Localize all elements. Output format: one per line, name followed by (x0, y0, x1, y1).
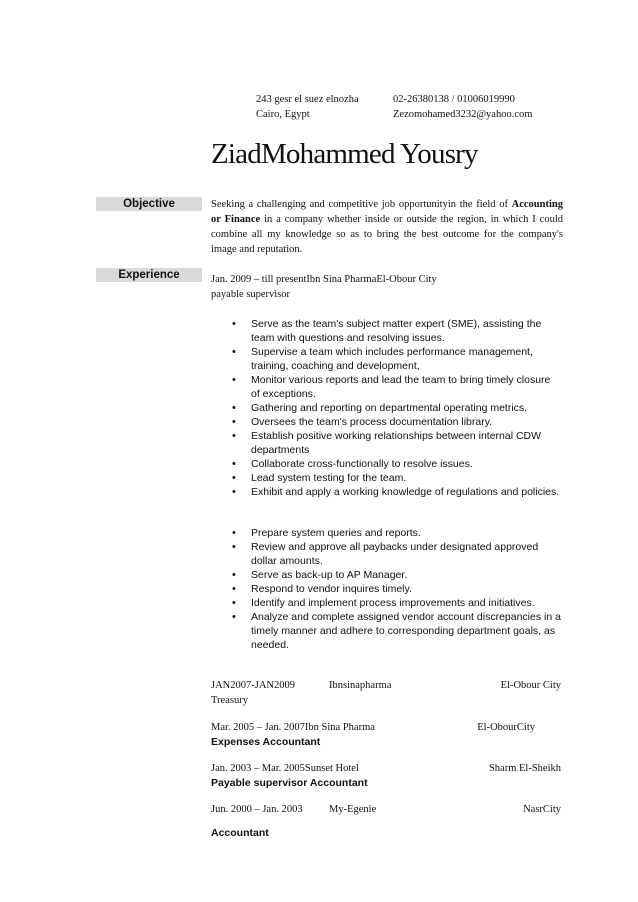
job-3-title: Payable supervisor Accountant (211, 777, 368, 789)
duty-item: • Monitor various reports and lead the team to bring timely closure of exceptions. (232, 373, 562, 401)
job-4-company: My-Egenie (329, 804, 377, 815)
job-1-date: JAN2007-JAN2009 (211, 680, 295, 691)
address-line-2: Cairo, Egypt (256, 109, 310, 120)
address-line-1: 243 gesr el suez elnozha (256, 94, 359, 105)
address-block (256, 92, 359, 122)
duty-item: • Gathering and reporting on departmental operating metrics. (232, 401, 562, 415)
duty-item: • Lead system testing for the team. (232, 471, 562, 485)
job-2-location: El-ObourCity (477, 722, 535, 733)
duties-list-2 (232, 526, 562, 652)
objective-text-end: in a company whether inside or outside the region, in which I could combine all my knowledge so as to bring the best outcome for the company's image and reputation. (211, 214, 563, 255)
duty-item: • Oversees the team's process documentation library. (232, 415, 562, 429)
duty-item: • Exhibit and apply a working knowledge of regulations and policies. (232, 485, 562, 499)
job-entry-2 (211, 720, 561, 735)
objective-text (211, 197, 563, 257)
job-4-location: NasrCity (523, 804, 561, 815)
duty-item: • Identify and implement process improvements and initiatives. (232, 596, 562, 610)
job-2-date: Mar. 2005 – Jan. 2007Ibn Sina Pharma (211, 722, 375, 733)
contact-block (393, 92, 532, 122)
current-job-title: payable supervisor (211, 289, 291, 300)
job-3-date: Jan. 2003 – Mar. 2005Sunset Hotel (211, 763, 359, 774)
job-entry-1 (211, 678, 561, 693)
job-1-title: Treasury (211, 695, 248, 706)
candidate-name: ZiadMohammed Yousry (211, 138, 478, 170)
duty-item: • Prepare system queries and reports. (232, 526, 562, 540)
duty-item: • Analyze and complete assigned vendor account discrepancies in a timely manner and adhere to corresponding department goals, as needed. (232, 610, 562, 652)
duties-list-1 (232, 317, 562, 499)
section-label-objective: Objective (96, 197, 202, 211)
duty-item: • Respond to vendor inquires timely. (232, 582, 562, 596)
duty-item: • Supervise a team which includes performance management, training, coaching and development, (232, 345, 562, 373)
phone-number: 02-26380138 / 01006019990 (393, 94, 515, 105)
duty-item: • Serve as back-up to AP Manager. (232, 568, 562, 582)
job-2-title: Expenses Accountant (211, 736, 321, 748)
objective-text-start: Seeking a challenging and competitive job opportunityin the field of (211, 199, 512, 210)
job-entry-4 (211, 802, 561, 817)
job-1-location: El-Obour City (500, 680, 561, 691)
duty-item: • Serve as the team's subject matter expert (SME), assisting the team with questions and resolving issues. (232, 317, 562, 345)
email-address: Zezomohamed3232@yahoo.com (393, 109, 533, 120)
job-entry-3 (211, 761, 561, 776)
job-3-location: Sharm El-Sheikh (488, 763, 561, 774)
job-4-title: Accountant (211, 827, 269, 839)
objective-text-field: Accounting or Finance (211, 199, 563, 225)
job-4-date: Jun. 2000 – Jan. 2003 (211, 804, 303, 815)
duty-item: • Review and approve all paybacks under designated approved dollar amounts. (232, 540, 562, 568)
duty-item: • Collaborate cross-functionally to resolve issues. (232, 457, 562, 471)
current-job-dates-company: Jan. 2009 – till presentIbn Sina PharmaEl-Obour City (211, 274, 437, 285)
duty-item: • Establish positive working relationships between internal CDW departments (232, 429, 562, 457)
section-label-experience: Experience (96, 268, 202, 282)
job-1-company: Ibnsinapharma (329, 680, 392, 691)
